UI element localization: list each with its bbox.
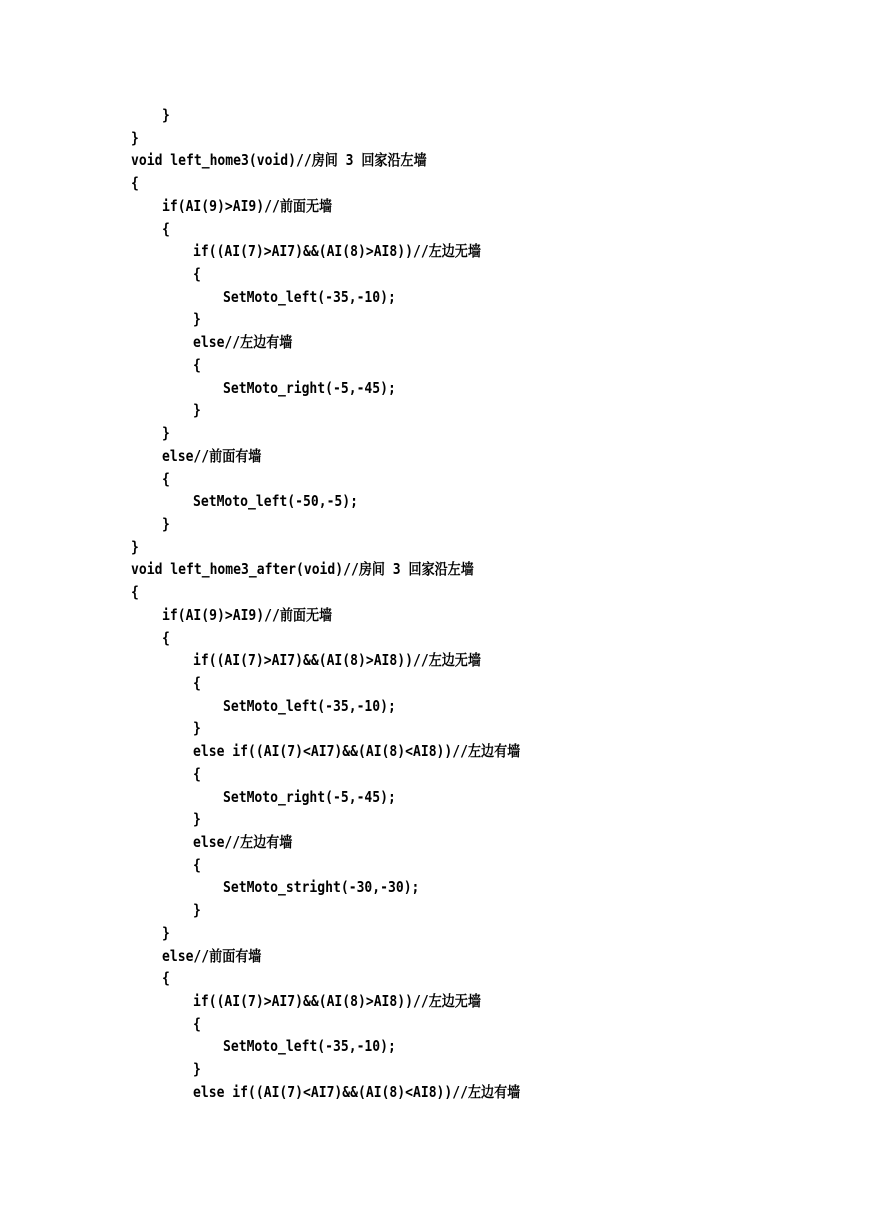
code-line-text: if(AI(9)>AI9)//前面无墙 <box>162 196 333 215</box>
code-line-text: { <box>162 469 170 488</box>
code-line-text: void left_home3_after(void)//房间 3 回家沿左墙 <box>131 560 474 579</box>
code-line <box>131 808 831 831</box>
code-line <box>131 967 831 990</box>
code-line <box>131 149 831 172</box>
code-line-text: } <box>193 310 201 329</box>
code-line <box>131 308 831 331</box>
code-line <box>131 1035 831 1058</box>
code-line <box>131 445 831 468</box>
code-line-text: { <box>162 969 170 988</box>
code-line <box>131 604 831 627</box>
code-line <box>131 536 831 559</box>
code-block <box>131 104 831 1104</box>
code-line-text: } <box>193 810 201 829</box>
code-line <box>131 945 831 968</box>
code-line <box>131 922 831 945</box>
code-line <box>131 399 831 422</box>
code-line <box>131 240 831 263</box>
code-line-text: } <box>162 424 170 443</box>
code-line <box>131 740 831 763</box>
code-line <box>131 581 831 604</box>
code-line-text: else//前面有墙 <box>162 446 262 465</box>
code-line-text: SetMoto_left(-35,-10); <box>223 287 396 306</box>
code-line-text: else//左边有墙 <box>193 333 293 352</box>
code-line-text: SetMoto_right(-5,-45); <box>223 378 396 397</box>
code-line-text: } <box>193 401 201 420</box>
code-line <box>131 490 831 513</box>
code-line <box>131 1013 831 1036</box>
code-line-text: { <box>193 764 201 783</box>
code-line <box>131 263 831 286</box>
code-line-text: { <box>193 355 201 374</box>
code-line <box>131 854 831 877</box>
code-line <box>131 990 831 1013</box>
code-line-text: { <box>131 583 139 602</box>
code-line <box>131 717 831 740</box>
code-line <box>131 1081 831 1104</box>
code-line-text: SetMoto_left(-35,-10); <box>223 696 396 715</box>
code-line <box>131 195 831 218</box>
code-line <box>131 649 831 672</box>
code-line-text: } <box>162 106 170 124</box>
code-line <box>131 331 831 354</box>
code-line-text: SetMoto_right(-5,-45); <box>223 787 396 806</box>
code-line <box>131 899 831 922</box>
code-line-text: if((AI(7)>AI7)&&(AI(8)>AI8))//左边无墙 <box>193 242 481 261</box>
code-line-text: else//左边有墙 <box>193 833 293 851</box>
code-line-text: { <box>193 265 201 284</box>
code-line-text: if((AI(7)>AI7)&&(AI(8)>AI8))//左边无墙 <box>193 651 481 670</box>
code-line <box>131 558 831 581</box>
code-line-text: if((AI(7)>AI7)&&(AI(8)>AI8))//左边无墙 <box>193 992 481 1011</box>
code-line <box>131 695 831 718</box>
code-line-text: void left_home3(void)//房间 3 回家沿左墙 <box>131 151 427 170</box>
code-line <box>131 627 831 650</box>
code-line-text: } <box>193 1060 201 1079</box>
code-line <box>131 286 831 309</box>
code-line <box>131 831 831 854</box>
code-line-text: else//前面有墙 <box>162 946 262 965</box>
code-line-text: } <box>193 901 201 920</box>
code-line-text: else if((AI(7)<AI7)&&(AI(8)<AI8))//左边有墙 <box>193 742 521 761</box>
code-line <box>131 1058 831 1081</box>
code-line-text: { <box>162 219 170 238</box>
code-line <box>131 127 831 150</box>
code-line-text: { <box>131 174 139 193</box>
code-line-text: { <box>193 1014 201 1033</box>
code-line <box>131 876 831 899</box>
code-line <box>131 172 831 195</box>
code-line <box>131 104 831 127</box>
code-line-text: } <box>193 719 201 738</box>
code-line-text: { <box>162 628 170 647</box>
code-line <box>131 422 831 445</box>
code-line-text: } <box>162 923 170 942</box>
code-line <box>131 468 831 491</box>
code-line <box>131 354 831 377</box>
code-line-text: else if((AI(7)<AI7)&&(AI(8)<AI8))//左边有墙 <box>193 1082 521 1101</box>
code-line <box>131 513 831 536</box>
code-line-text: SetMoto_stright(-30,-30); <box>223 878 420 897</box>
code-line-text: } <box>162 514 170 533</box>
code-line-text: } <box>131 537 139 556</box>
code-line-text: } <box>131 128 139 147</box>
code-line <box>131 377 831 400</box>
code-line-text: { <box>193 855 201 874</box>
code-line <box>131 786 831 809</box>
code-line-text: { <box>193 673 201 692</box>
code-line <box>131 763 831 786</box>
code-line-text: SetMoto_left(-50,-5); <box>193 492 359 511</box>
code-line-text: if(AI(9)>AI9)//前面无墙 <box>162 605 333 624</box>
code-line-text: SetMoto_left(-35,-10); <box>223 1037 396 1056</box>
code-line <box>131 218 831 241</box>
code-line <box>131 672 831 695</box>
